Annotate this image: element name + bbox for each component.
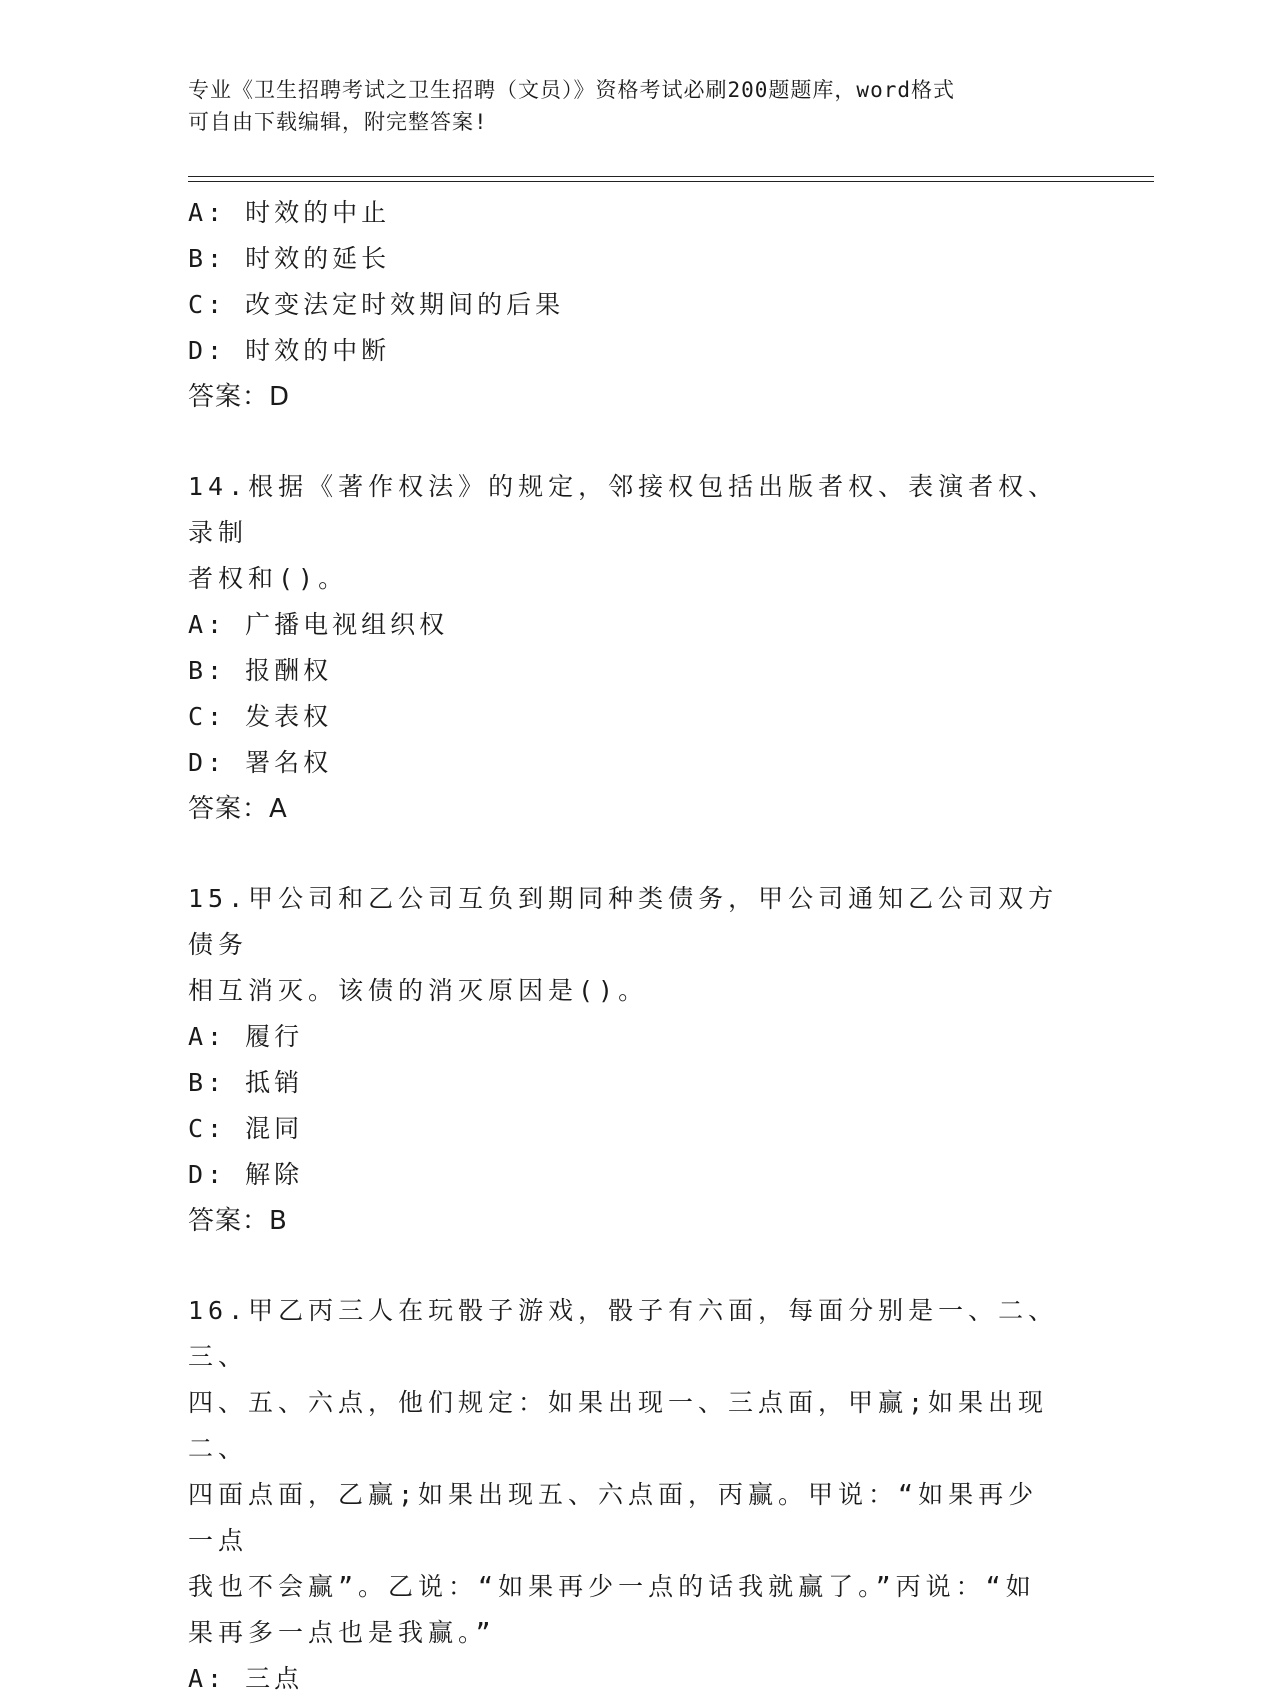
header-title-line-1: 专业《卫生招聘考试之卫生招聘（文员）》资格考试必刷200题题库，word格式 xyxy=(188,78,955,102)
option-a: A: 时效的中止 xyxy=(188,198,391,227)
question-14 xyxy=(188,464,1088,832)
option-d: D: 时效的中断 xyxy=(188,336,391,365)
option-d: D: 署名权 xyxy=(188,748,333,777)
option-b: B: 报酬权 xyxy=(188,656,333,685)
answer-line: 答案：A xyxy=(188,794,288,824)
option-d: D: 解除 xyxy=(188,1160,304,1189)
option-c: C: 混同 xyxy=(188,1114,304,1143)
question-stem-line: 果再多一点也是我赢。” xyxy=(188,1618,496,1647)
header-divider-top xyxy=(188,176,1154,177)
header-divider-bottom xyxy=(188,181,1154,182)
question-list xyxy=(188,190,1088,1702)
answer-line: 答案：D xyxy=(188,382,291,412)
option-c: C: 改变法定时效期间的后果 xyxy=(188,290,565,319)
option-a: A: 履行 xyxy=(188,1022,304,1051)
question-stem-line: 者权和()。 xyxy=(188,564,349,593)
option-a: A: 广播电视组织权 xyxy=(188,610,449,639)
question-stem-line: 四、五、六点，他们规定：如果出现一、三点面，甲赢;如果出现二、 xyxy=(188,1388,1049,1463)
option-c: C: 发表权 xyxy=(188,702,333,731)
answer-line: 答案：B xyxy=(188,1206,288,1236)
question-15 xyxy=(188,876,1088,1244)
option-b: B: 时效的延长 xyxy=(188,244,391,273)
question-stem-line: 四面点面，乙赢;如果出现五、六点面，丙赢。甲说：“如果再少一点 xyxy=(188,1480,1039,1555)
option-b: B: 抵销 xyxy=(188,1068,304,1097)
question-16 xyxy=(188,1288,1088,1702)
question-stem-line: 我也不会赢”。乙说：“如果再少一点的话我就赢了。”丙说：“如 xyxy=(188,1572,1036,1601)
option-a: A: 三点 xyxy=(188,1664,304,1693)
question-stem-line: 16.甲乙丙三人在玩骰子游戏，骰子有六面，每面分别是一、二、三、 xyxy=(188,1296,1059,1371)
question-stem-line: 相互消灭。该债的消灭原因是()。 xyxy=(188,976,649,1005)
header-title-line-2: 可自由下载编辑，附完整答案! xyxy=(188,110,488,134)
question-13 xyxy=(188,190,1088,420)
question-stem-line: 15.甲公司和乙公司互负到期同种类债务，甲公司通知乙公司双方债务 xyxy=(188,884,1059,959)
page-header xyxy=(188,74,1088,138)
question-stem-line: 14.根据《著作权法》的规定，邻接权包括出版者权、表演者权、录制 xyxy=(188,472,1059,547)
